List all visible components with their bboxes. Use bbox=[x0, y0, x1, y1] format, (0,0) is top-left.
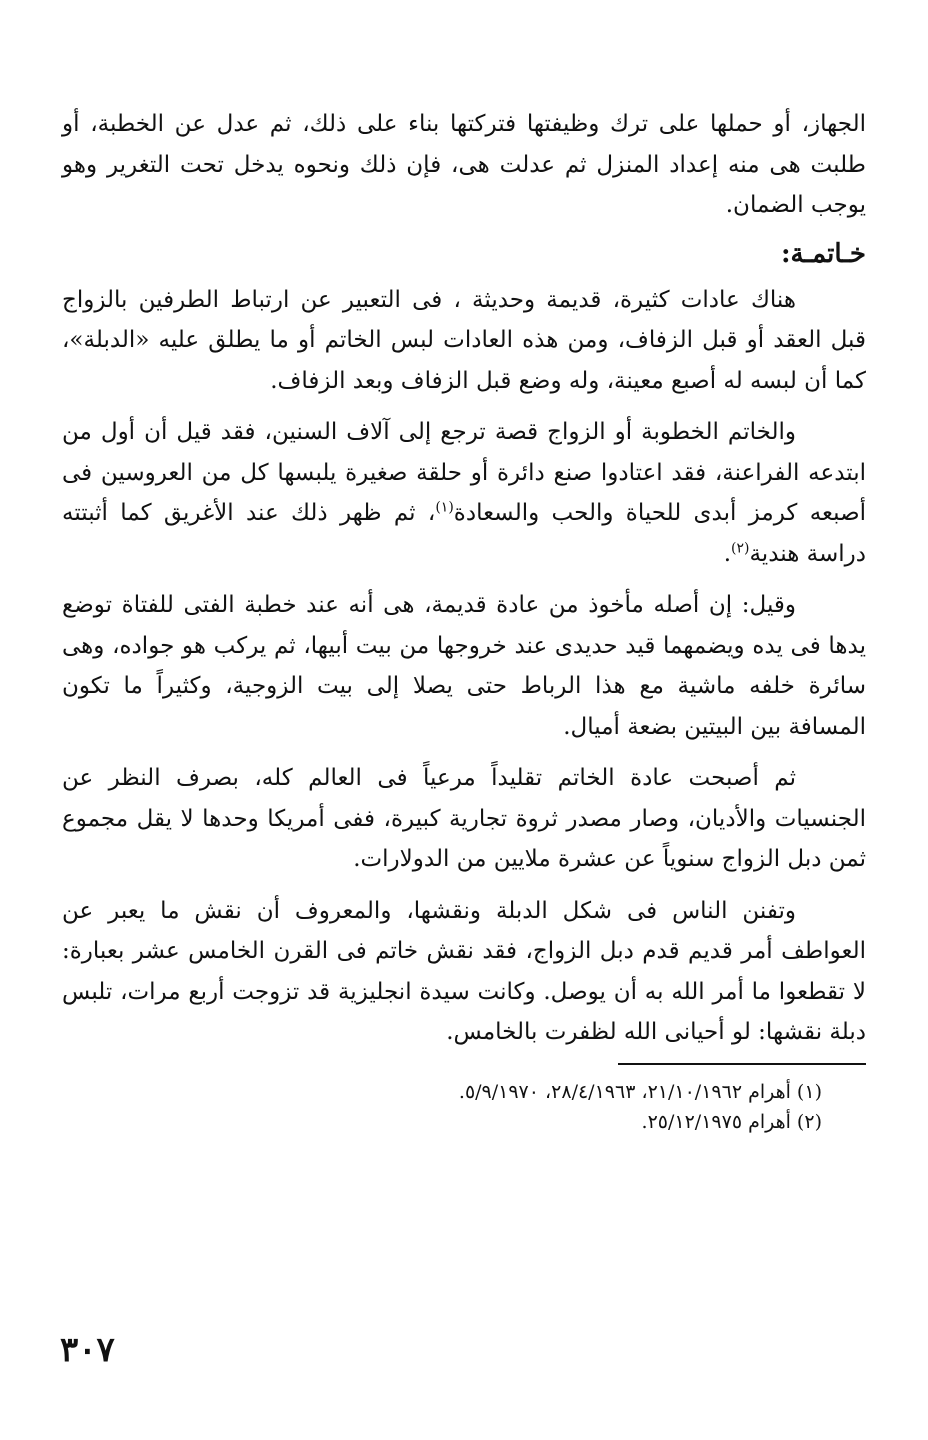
paragraph-engraving: وتفنن الناس فى شكل الدبلة ونقشها، والمعروف أن نقش ما يعبر عن العواطف أمر قديم قدم دبل الزواج، فقد نقش خاتم فى القرن الخامس عشر بعبارة: لا تقطعوا ما أمر الله به أن يوصل. وكانت سيدة انجليزية قد تزوجت أربع مرات، تلبس دبلة نقشها: لو أحيانى الله لظفرت بالخامس. bbox=[62, 897, 866, 1045]
paragraph-history bbox=[62, 412, 866, 574]
paragraph-history-text-b: ، ثم ظهر ذلك عند الأغريق كما أثبتته دراسة هندية bbox=[62, 500, 866, 567]
page-number: ٣٠٧ bbox=[60, 1330, 115, 1370]
section-heading: خـاتمـة: bbox=[780, 238, 866, 269]
footnote-divider bbox=[618, 1063, 866, 1065]
paragraph-origin: وقيل: إن أصله مأخوذ من عادة قديمة، هى أنه عند خطبة الفتى للفتاة توضع يدها فى يده ويضمهما قيد حديدى عند خروجها من بيت أبيها، ثم يركب هو جواده، وهى سائرة خلفه ماشية مع هذا الرباط حتى يصلا إلى بيت الزوجية، وكثيراً ما تكون المسافة بين البيتين بضعة أميال. bbox=[62, 592, 866, 740]
footnote-2: (٢) أهرام ٢٥/١٢/١٩٧٥. bbox=[641, 1110, 822, 1133]
paragraph-continuation: الجهاز، أو حملها على ترك وظيفتها فتركتها بناء على ذلك، ثم عدل عن الخطبة، أو طلبت هى منه إعداد المنزل ثم عدلت هى، فإن ذلك ونحوه يدخل تحت التغرير وهو يوجب الضمان. bbox=[62, 111, 866, 218]
paragraph-history-text-c: . bbox=[723, 540, 731, 567]
paragraph-tradition: ثم أصبحت عادة الخاتم تقليداً مرعياً فى العالم كله، بصرف النظر عن الجنسيات والأديان، وصار مصدر ثروة تجارية كبيرة، ففى أمريكا وحدها لا يقل مجموع ثمن دبل الزواج سنوياً عن عشرة ملايين من الدولارات. bbox=[62, 765, 866, 872]
footnotes bbox=[62, 1077, 866, 1137]
footnote-ref-2: (٢) bbox=[731, 539, 750, 556]
footnote-1: (١) أهرام ٢١/١٠/١٩٦٢، ٢٨/٤/١٩٦٣، ٥/٩/١٩٧٠. bbox=[458, 1080, 822, 1103]
paragraph-intro: هناك عادات كثيرة، قديمة وحديثة ، فى التعبير عن ارتباط الطرفين بالزواج قبل العقد أو قبل الزفاف، ومن هذه العادات لبس الخاتم أو ما يطلق عليه «الدبلة»، كما أن لبسه له أصبع معينة، وله وضع قبل الزفاف وبعد الزفاف. bbox=[62, 286, 866, 394]
paragraph-history-text-a: والخاتم الخطوبة أو الزواج قصة ترجع إلى آلاف السنين، فقد قيل أن أول من ابتدعه الفراعنة، فقد اعتادوا صنع دائرة أو حلقة صغيرة يلبسها كل من العروسين فى أصبعه كرمز أبدى للحياة والحب والسعادة bbox=[62, 419, 866, 526]
footnote-ref-1: (١) bbox=[435, 499, 454, 516]
